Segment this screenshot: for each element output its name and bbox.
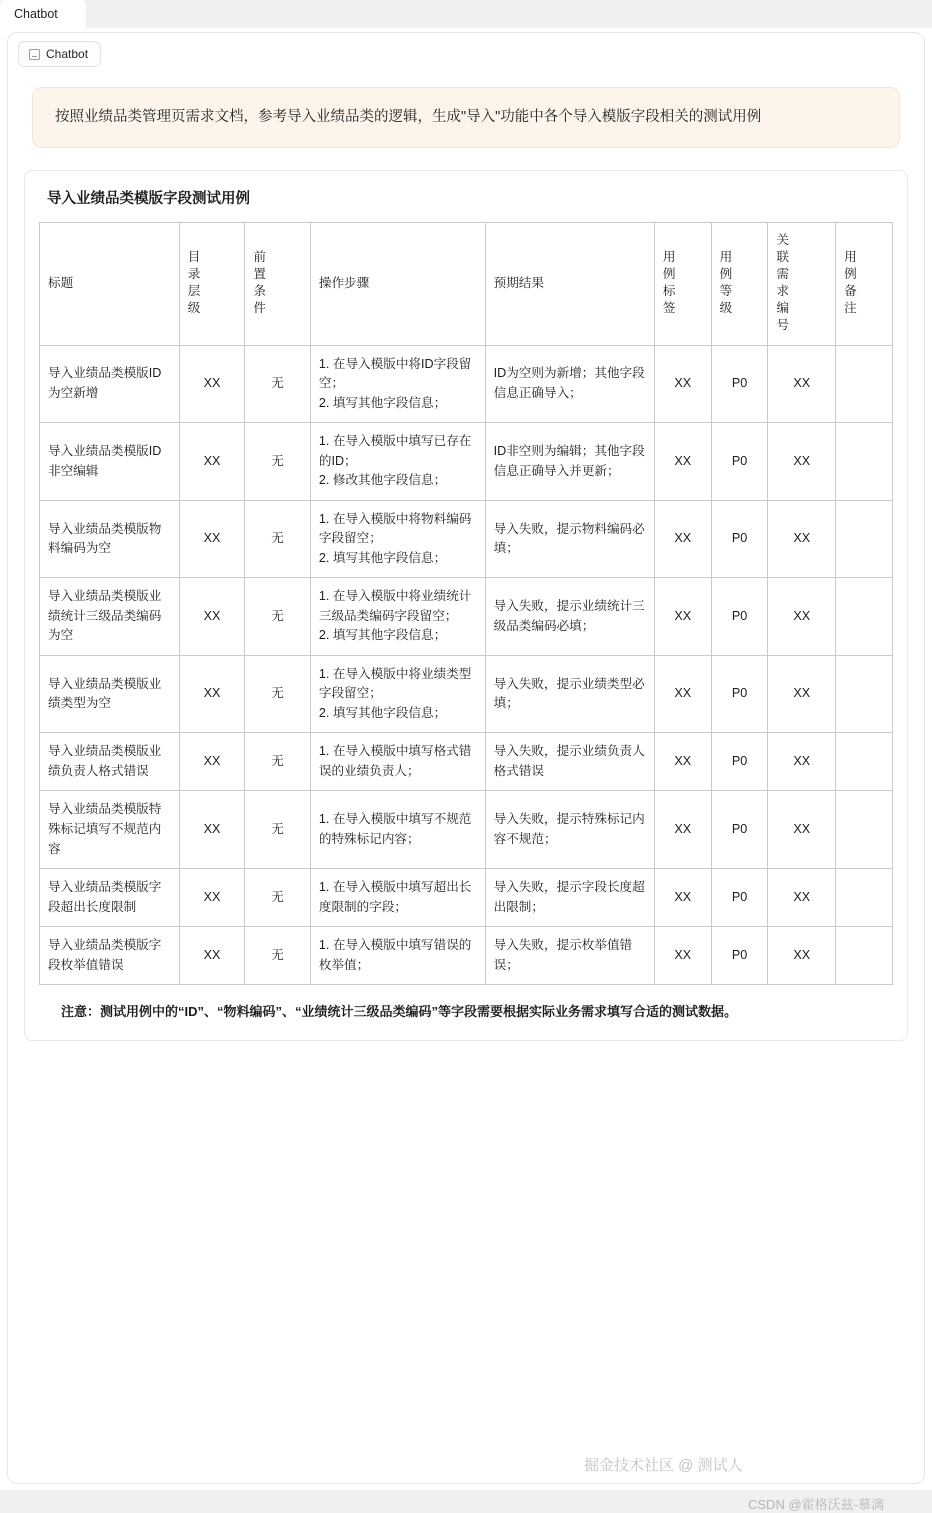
cell-tag: XX: [654, 345, 711, 423]
cell-precondition: 无: [245, 791, 311, 869]
cell-note: [836, 791, 893, 869]
table-row: [40, 927, 893, 985]
cell-precondition: 无: [245, 423, 311, 501]
cell-expected: 导入失败，提示业绩负责人格式错误: [485, 733, 654, 791]
cell-expected: 导入失败，提示字段长度超出限制；: [485, 869, 654, 927]
cell-precondition: 无: [245, 733, 311, 791]
user-prompt-bubble: 按照业绩品类管理页需求文档，参考导入业绩品类的逻辑，生成"导入"功能中各个导入模版字段相关的测试用例: [32, 87, 900, 148]
table-row: [40, 423, 893, 501]
col-header-steps: 操作步骤: [310, 223, 485, 346]
cell-precondition: 无: [245, 345, 311, 423]
cell-precondition: 无: [245, 869, 311, 927]
cell-tag: XX: [654, 578, 711, 656]
cell-tag: XX: [654, 927, 711, 985]
table-row: [40, 791, 893, 869]
card-tab-label: Chatbot: [46, 47, 89, 61]
cell-requirement: XX: [768, 655, 836, 733]
cell-grade: P0: [711, 869, 768, 927]
cell-expected: 导入失败，提示特殊标记内容不规范；: [485, 791, 654, 869]
browser-tab-strip: [0, 0, 932, 28]
cell-requirement: XX: [768, 927, 836, 985]
cell-level: XX: [179, 791, 245, 869]
cell-expected: 导入失败，提示业绩统计三级品类编码必填；: [485, 578, 654, 656]
cell-requirement: XX: [768, 869, 836, 927]
cell-requirement: XX: [768, 500, 836, 578]
browser-tab-chatbot[interactable]: [0, 0, 86, 28]
cell-expected: 导入失败，提示物料编码必填；: [485, 500, 654, 578]
cell-note: [836, 345, 893, 423]
cell-grade: P0: [711, 500, 768, 578]
cell-precondition: 无: [245, 927, 311, 985]
cell-steps: 1. 在导入模版中填写已存在的ID； 2. 修改其他字段信息；: [310, 423, 485, 501]
cell-level: XX: [179, 733, 245, 791]
cell-tag: XX: [654, 655, 711, 733]
table-row: [40, 578, 893, 656]
cell-grade: P0: [711, 345, 768, 423]
col-header-grade: 用例等级: [711, 223, 768, 346]
cell-title: 导入业绩品类模版ID为空新增: [40, 345, 180, 423]
cell-expected: 导入失败，提示业绩类型必填；: [485, 655, 654, 733]
cell-note: [836, 733, 893, 791]
cell-steps: 1. 在导入模版中将业绩类型字段留空； 2. 填写其他字段信息；: [310, 655, 485, 733]
cell-tag: XX: [654, 869, 711, 927]
chat-square-icon: [29, 49, 40, 60]
cell-title: 导入业绩品类模版业绩统计三级品类编码为空: [40, 578, 180, 656]
watermark-csdn: CSDN @霍格沃兹-慕漓: [748, 1497, 884, 1512]
cell-title: 导入业绩品类模版字段超出长度限制: [40, 869, 180, 927]
cell-steps: 1. 在导入模版中将业绩统计三级品类编码字段留空； 2. 填写其他字段信息；: [310, 578, 485, 656]
cell-grade: P0: [711, 927, 768, 985]
cell-note: [836, 423, 893, 501]
cell-grade: P0: [711, 733, 768, 791]
cell-note: [836, 578, 893, 656]
cell-level: XX: [179, 869, 245, 927]
cell-title: 导入业绩品类模版特殊标记填写不规范内容: [40, 791, 180, 869]
cell-requirement: XX: [768, 791, 836, 869]
assistant-answer-block: [24, 170, 908, 1041]
table-row: [40, 500, 893, 578]
cell-steps: 1. 在导入模版中填写不规范的特殊标记内容；: [310, 791, 485, 869]
card-tab-chatbot[interactable]: [18, 41, 101, 67]
cell-level: XX: [179, 500, 245, 578]
table-row: [40, 733, 893, 791]
cell-tag: XX: [654, 791, 711, 869]
cell-expected: ID非空则为编辑；其他字段信息正确导入并更新；: [485, 423, 654, 501]
answer-note: 注意：测试用例中的“ID”、“物料编码”、“业绩统计三级品类编码”等字段需要根据实际业务需求填写合适的测试数据。: [61, 1004, 738, 1020]
table-row: [40, 345, 893, 423]
answer-title: 导入业绩品类模版字段测试用例: [47, 191, 250, 208]
col-header-precondition: 前置条件: [245, 223, 311, 346]
col-header-requirement: 关联需求编号: [768, 223, 836, 346]
cell-steps: 1. 在导入模版中填写错误的枚举值；: [310, 927, 485, 985]
cell-note: [836, 869, 893, 927]
cell-title: 导入业绩品类模版业绩类型为空: [40, 655, 180, 733]
cell-expected: 导入失败，提示枚举值错误；: [485, 927, 654, 985]
cell-level: XX: [179, 423, 245, 501]
cell-tag: XX: [654, 423, 711, 501]
cell-title: 导入业绩品类模版ID非空编辑: [40, 423, 180, 501]
cell-precondition: 无: [245, 655, 311, 733]
cell-level: XX: [179, 345, 245, 423]
prompt-section: [8, 67, 924, 148]
col-header-level: 目录层级: [179, 223, 245, 346]
table-row: [40, 869, 893, 927]
cell-grade: P0: [711, 578, 768, 656]
cell-note: [836, 500, 893, 578]
table-row: [40, 655, 893, 733]
cell-grade: P0: [711, 423, 768, 501]
cell-precondition: 无: [245, 500, 311, 578]
cell-grade: P0: [711, 655, 768, 733]
cell-requirement: XX: [768, 733, 836, 791]
cell-requirement: XX: [768, 345, 836, 423]
cell-note: [836, 927, 893, 985]
cell-title: 导入业绩品类模版业绩负责人格式错误: [40, 733, 180, 791]
col-header-title: 标题: [40, 223, 180, 346]
cell-tag: XX: [654, 500, 711, 578]
cell-steps: 1. 在导入模版中填写格式错误的业绩负责人；: [310, 733, 485, 791]
browser-tab-label: Chatbot: [14, 7, 58, 21]
col-header-expected: 预期结果: [485, 223, 654, 346]
col-header-tag: 用例标签: [654, 223, 711, 346]
cell-title: 导入业绩品类模版字段枚举值错误: [40, 927, 180, 985]
cell-steps: 1. 在导入模版中将物料编码字段留空； 2. 填写其他字段信息；: [310, 500, 485, 578]
cell-steps: 1. 在导入模版中填写超出长度限制的字段；: [310, 869, 485, 927]
cell-level: XX: [179, 578, 245, 656]
cell-note: [836, 655, 893, 733]
table-body: [40, 345, 893, 984]
chatbot-card: [7, 32, 925, 1484]
cell-level: XX: [179, 927, 245, 985]
col-header-note: 用例备注: [836, 223, 893, 346]
cell-grade: P0: [711, 791, 768, 869]
cell-requirement: XX: [768, 578, 836, 656]
cell-level: XX: [179, 655, 245, 733]
cell-title: 导入业绩品类模版物料编码为空: [40, 500, 180, 578]
page-body: [0, 28, 932, 1512]
watermark-juejin: 掘金技术社区 @ 测试人: [584, 1457, 743, 1474]
cell-tag: XX: [654, 733, 711, 791]
test-case-table: [39, 222, 893, 985]
cell-precondition: 无: [245, 578, 311, 656]
table-header-row: [40, 223, 893, 346]
cell-expected: ID为空则为新增；其他字段信息正确导入；: [485, 345, 654, 423]
cell-steps: 1. 在导入模版中将ID字段留空； 2. 填写其他字段信息；: [310, 345, 485, 423]
cell-requirement: XX: [768, 423, 836, 501]
